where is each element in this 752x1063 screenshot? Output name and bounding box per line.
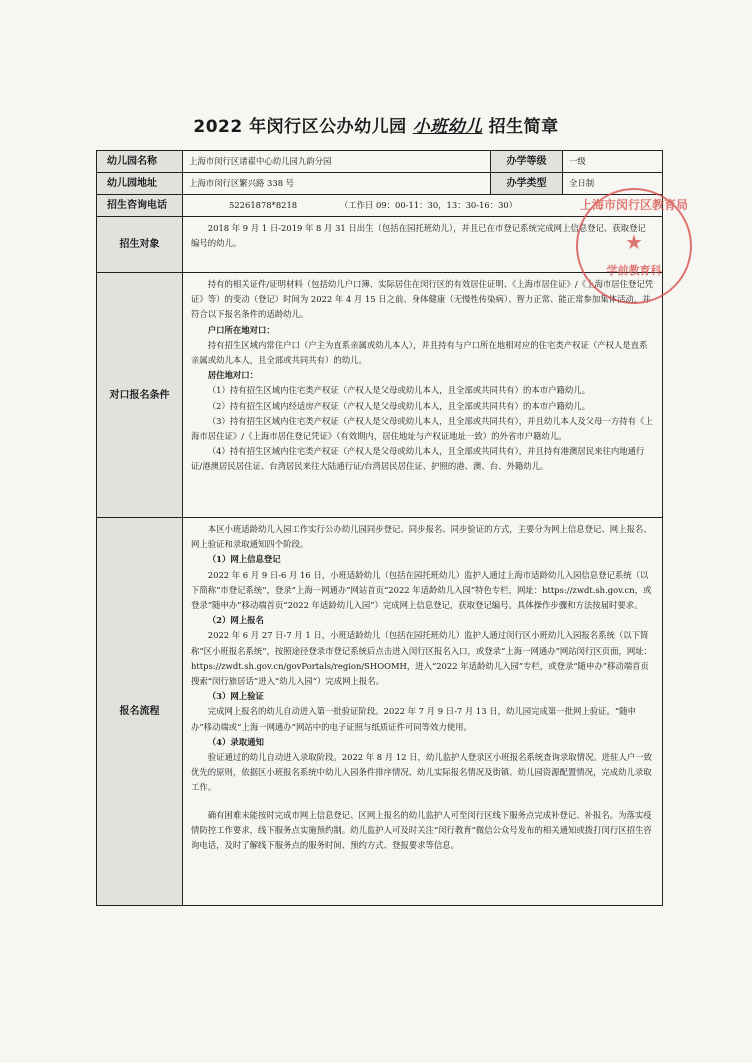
step2-text: 2022 年 6 月 27 日-7 月 1 日，小班适龄幼儿（包括在园托班幼儿）监护人通过闵行区小班幼儿入园报名系统（以下简称“区小班报名系统”，按照途径登录市登记系统后点击进入闵行区报名入口，或登录“上海一网通办”网站闵行区页面，网址：https://zwdt.sh.gov.cn/govPortals/region/SHOOMH，进入“2022 年适龄幼儿入园”专栏，或登录“随申办”移动端首页搜索“闵行旅居话”进入“幼儿入园”）完成网上报名。 (191, 630, 652, 687)
row-name (97, 151, 663, 173)
process-cell (183, 518, 663, 906)
step1-title: （1）网上信息登记 (207, 554, 281, 565)
residence-item: （2）持有招生区域内经适房产权证（产权人是父母或幼儿本人，且全部或共同共有）的本市户籍幼儿。 (207, 400, 590, 411)
hukou-title: 户口所在地对口： (207, 324, 275, 335)
seal-star-icon: ★ (625, 230, 643, 254)
row-enroll (97, 273, 663, 518)
step1-text: 2022 年 6 月 9 日-6 月 16 日，小班适龄幼儿（包括在园托班幼儿）监护人通过上海市适龄幼儿入园信息登记系统（以下简称“市登记系统”，登录“上海一网通办”网站首页“2022 年适龄幼儿入园”特色专栏，网址：https://zwdt.sh.gov.cn，或登录“随申办”移动端首页“2022 年适龄幼儿入园”）完成网上信息登记，获取登记编号。具体操作步骤和方法按届时要求。 (191, 569, 652, 611)
phone-value: 52261878*8218 (229, 200, 298, 210)
type-value: 全日制 (563, 173, 663, 195)
step4-title: （4）录取通知 (207, 736, 264, 747)
step2-title: （2）网上报名 (207, 615, 264, 626)
residence-item: （4）持有招生区域内住宅类产权证（产权人是父母或幼儿本人，且全部或共同共有），并且持有港澳居民来往内地通行证/港澳居民居住证、台湾居民来往大陆通行证/台湾居民居住证、护照的港、澳、台、外籍幼儿。 (191, 446, 645, 472)
enroll-cell (183, 273, 663, 518)
residence-title: 居住地对口： (207, 370, 259, 381)
process-label: 报名流程 (97, 518, 183, 906)
phone-label: 招生咨询电话 (97, 195, 183, 217)
type-label: 办学类型 (491, 173, 563, 195)
level-label: 办学等级 (491, 151, 563, 173)
row-address (97, 173, 663, 195)
page-title (0, 112, 752, 137)
step4-text: 验证通过的幼儿自动进入录取阶段。2022 年 8 月 12 日，幼儿监护人登录区小班报名系统查询录取情况。进驻人户一致优先的原则，依据区小班报名系统中幼儿入园条件排序情况、幼儿实际报名情况及街镇、幼儿园资源配置情况，完成幼儿录取工作。 (191, 752, 653, 793)
residence-item: （3）持有招生区域内住宅类产权证（产权人是父母或幼儿本人，且全部或共同共有），并且幼儿本人及父母一方持有《上海市居住证》/《上海市居住登记凭证》（有效期内，居住地址与产权证地址一致）的外省市户籍幼儿。 (191, 415, 653, 442)
address-value: 上海市闵行区繁兴路 338 号 (183, 173, 491, 195)
official-seal (576, 188, 692, 304)
name-label: 幼儿园名称 (97, 151, 183, 173)
hukou-text: 持有招生区域内常住户口（户主为直系亲属或幼儿本人），并且持有与户口所在地相对应的住宅类产权证（产权人是直系亲属或幼儿本人，且全部或共同共有）的幼儿。 (191, 339, 648, 366)
address-label: 幼儿园地址 (97, 173, 183, 195)
title-prefix: 2022 年闵行区公办幼儿园 (193, 117, 407, 137)
row-process (97, 518, 663, 906)
step3-text: 完成网上报名的幼儿自动进入第一批验证阶段。2022 年 7 月 9 日-7 月 13 日，幼儿园完成第一批网上验证。“随申办”移动端或“上海一网通办”网站中的电子证照与纸质证件可同等效力使用。 (191, 706, 636, 732)
title-highlight: 小班幼儿 (412, 117, 483, 137)
level-value: 一级 (563, 151, 663, 173)
residence-item: （1）持有招生区域内住宅类产权证（产权人是父母或幼儿本人，且全部或共同共有）的本市户籍幼儿。 (207, 385, 590, 396)
phone-hours: （工作日 09：00-11：30，13：30-16：30） (339, 200, 518, 210)
process-intro: 本区小班适龄幼儿入园工作实行公办幼儿园同步登记、同步报名、同步验证的方式，主要分为网上信息登记、网上报名、网上验证和录取通知四个阶段。 (191, 524, 652, 550)
enroll-intro: 持有的相关证件/证明材料（包括幼儿户口簿、实际居住在闵行区的有效居住证明、《上海市居住证》/《上海市居住登记凭证》等）的变动（登记）时间为 2022 年 4 月 15 日之前、身体健康（无慢性传染病）、智力正常、能正常参加集体活动，并符合以下报名条件的适龄幼儿。 (191, 279, 654, 320)
name-value: 上海市闵行区诸翟中心幼儿园九韵分园 (183, 151, 491, 173)
seal-dept-text: 学前教育科 (606, 264, 662, 277)
target-label: 招生对象 (97, 217, 183, 273)
closing-text: 确有困难未能按时完成市网上信息登记、区网上报名的幼儿监护人可至闵行区线下服务点完成补登记、补报名。为落实疫情防控工作要求，线下服务点实施预约制。幼儿监护人可及时关注“闵行教育”微信公众号发布的相关通知或拨打闵行区招生咨询电话，及时了解线下服务点的服务时间、预约方式、登报要求等信息。 (191, 809, 652, 851)
step3-title: （3）网上验证 (207, 691, 264, 702)
target-text: 2018 年 9 月 1 日-2019 年 8 月 31 日出生（包括在园托班幼儿），并且已在市登记系统完成网上信息登记、获取登记编号的幼儿。 (191, 223, 646, 249)
title-suffix: 招生简章 (488, 117, 559, 137)
seal-ring-text: 上海市闵行区教育局 (579, 198, 688, 212)
enroll-label: 对口报名条件 (97, 273, 183, 518)
